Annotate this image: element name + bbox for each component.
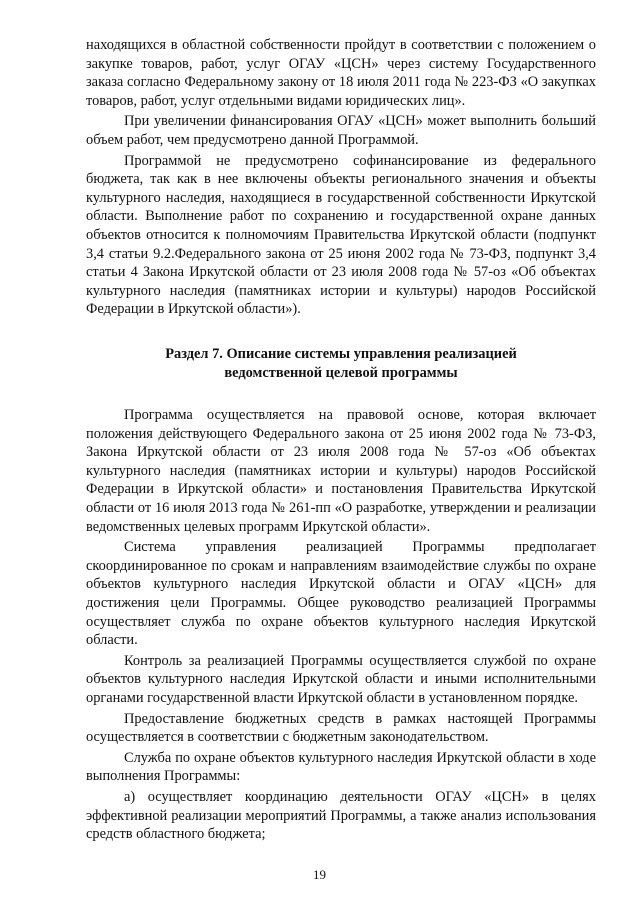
paragraph-service-duties-intro: Служба по охране объектов культурного наследия Иркутской области в ходе выполнения Программы: xyxy=(86,749,596,785)
paragraph-financing-increase: При увеличении финансирования ОГАУ «ЦСН» может выполнить больший объем работ, чем предусмотрено данной Программой. xyxy=(86,113,596,148)
page-number: 19 xyxy=(313,867,326,882)
paragraph-legal-basis: Программа осуществляется на правовой основе, которая включает положения действующего Федерального закона от 25 июня 2002 года № 73-ФЗ, Закона Иркутской области от 23 июля 2008 года № 57-оз «Об объектах культурного наследия (памятниках истории и культуры) народов Российской Федерации в Иркутской области» и постановления Правительства Иркутской области от 16 июля 2013 года № 261-пп «О разработке, утверждении и реализации ведомственных целевых программ Иркутской области». xyxy=(86,407,596,535)
paragraph-control: Контроль за реализацией Программы осуществляется службой по охране объектов культурного наследия Иркутской области и иными исполнительными органами государственной власти Иркутской области в установленном порядке. xyxy=(86,652,596,706)
section-heading-line-2: ведомственной целевой программы xyxy=(224,364,458,381)
paragraph-procurement: находящихся в областной собственности пройдут в соответствии с положением о закупке товаров, работ, услуг ОГАУ «ЦСН» через систему Государственного заказа согласно Федеральному закону от 18 июля 2011 года № 223-ФЗ «О закупках товаров, работ, услуг отдельными видами юридических лиц». xyxy=(86,37,596,109)
paragraph-management-system: Система управления реализацией Программы предполагает скоординированное по срокам и направлениям взаимодействие службы по охране объектов культурного наследия Иркутской области и ОГАУ «ЦСН» для достижения цели Программы. Общее руководство реализацией Программы осуществляет служба по охране объектов культурного наследия Иркутской области. xyxy=(86,539,596,649)
paragraph-budget-funds: Предоставление бюджетных средств в рамках настоящей Программы осуществляется в соответствии с бюджетным законодательством. xyxy=(86,710,596,746)
section-heading-line-1: Раздел 7. Описание системы управления реализацией xyxy=(165,345,517,362)
list-item-a: а) осуществляет координацию деятельности ОГАУ «ЦСН» в целях эффективной реализации мероприятий Программы, а также анализ использования средств областного бюджета; xyxy=(86,788,596,843)
page-body xyxy=(86,36,596,844)
section-heading xyxy=(86,345,596,382)
paragraph-cofinancing: Программой не предусмотрено софинансирование из федерального бюджета, так как в нее включены объекты регионального значения и объекты культурного наследия, находящиеся в государственной собственности Иркутской области. Выполнение работ по сохранению и государственной охране данных объектов относится к полномочиям Правительства Иркутской области (подпункт 3,4 статьи 9.2.Федерального закона от 25 июня 2002 года № 73-ФЗ, подпункт 3,4 статьи 4 Закона Иркутской области от 23 июля 2008 года № 57-оз «Об объектах культурного наследия (памятниках истории и культуры) народов Российской Федерации в Иркутской области»). xyxy=(86,152,596,318)
